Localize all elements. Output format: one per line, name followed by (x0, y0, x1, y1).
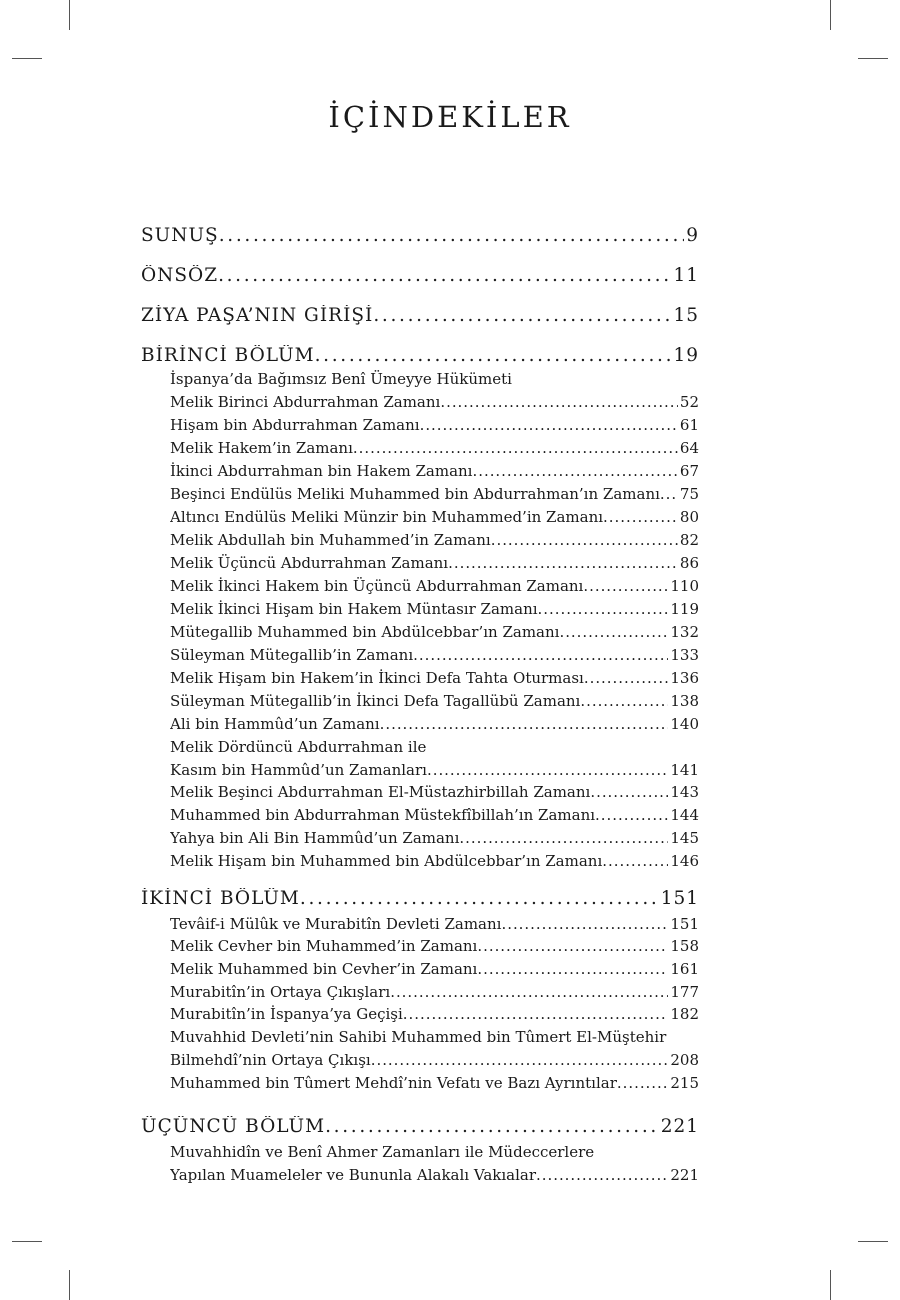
dot-leader (300, 888, 659, 909)
dot-leader (536, 1166, 668, 1184)
dot-leader (472, 462, 677, 480)
toc-section-title: ÜÇÜNCÜ BÖLÜM (141, 1116, 326, 1137)
toc-entry-title: Muhammed bin Abdurrahman Müstekfîbillah’ın Zamanı (170, 806, 596, 824)
toc-section-row (141, 1116, 699, 1137)
crop-mark-bottom-left (69, 1270, 70, 1300)
toc-entry-title: Yahya bin Ali Bin Hammûd’un Zamanı (170, 829, 460, 847)
page-number: 141 (670, 761, 699, 779)
page-number: 144 (670, 806, 699, 824)
page-number: 11 (673, 265, 699, 286)
dot-leader (353, 439, 678, 457)
toc-section-title: ZİYA PAŞA’NIN GİRİŞİ (141, 305, 374, 326)
page-number: 80 (679, 508, 699, 526)
dot-leader (459, 829, 668, 847)
toc-entry-row (170, 1074, 699, 1092)
page-number: 208 (670, 1051, 699, 1069)
toc-entry-title: Melik Hişam bin Muhammed bin Abdülcebbar’ın Zamanı (170, 852, 603, 870)
page-number: 67 (679, 462, 699, 480)
dot-leader (477, 937, 668, 955)
page-number: 177 (670, 983, 699, 1001)
toc-entry-row (170, 600, 699, 618)
toc-section-row (141, 305, 699, 326)
page-number: 221 (670, 1166, 699, 1184)
dot-leader (583, 577, 668, 595)
toc-entry-title: Melik Hakem’in Zamanı (170, 439, 353, 457)
toc-entry-row (170, 485, 699, 503)
page-number: 158 (670, 937, 699, 955)
dot-leader (371, 1051, 669, 1069)
page-number: 146 (670, 852, 699, 870)
toc-entry-title: Hişam bin Abdurrahman Zamanı (170, 416, 420, 434)
toc-entry-title: Ali bin Hammûd’un Zamanı (170, 715, 380, 733)
dot-leader (403, 1005, 669, 1023)
toc-entry-title: Melik İkinci Hakem bin Üçüncü Abdurrahman Zamanı (170, 577, 584, 595)
toc-entry-title: Melik Beşinci Abdurrahman El-Müstazhirbillah Zamanı (170, 783, 591, 801)
toc-entry-title: Melik Dördüncü Abdurrahman ile (170, 738, 427, 756)
page-number: 132 (670, 623, 699, 641)
toc-entry-title: Melik Hişam bin Hakem’in İkinci Defa Tahta Oturması (170, 669, 584, 687)
toc-section-title: İKİNCİ BÖLÜM (141, 888, 300, 909)
toc-entry-row (170, 1166, 699, 1184)
toc-entry-row (170, 738, 699, 756)
toc-entry-row (170, 1005, 699, 1023)
toc-entry-row (170, 829, 699, 847)
toc-entry-title: Muvahhid Devleti’nin Sahibi Muhammed bin Tûmert El-Müştehir (170, 1028, 667, 1046)
dot-leader (580, 692, 668, 710)
page-number: 221 (660, 1116, 699, 1137)
toc-entry-title: Murabitîn’in İspanya’ya Geçişi (170, 1005, 403, 1023)
dot-leader (325, 1116, 659, 1137)
toc-entry-row (170, 761, 699, 779)
toc-entry-row (170, 577, 699, 595)
dot-leader (315, 345, 672, 366)
toc-entry-row (170, 960, 699, 978)
page-number: 52 (679, 393, 699, 411)
toc-entry-title: Bilmehdî’nin Ortaya Çıkışı (170, 1051, 371, 1069)
crop-mark-top-right-h (858, 58, 888, 59)
toc-entry-row (170, 531, 699, 549)
toc-entry-title: İspanya’da Bağımsız Benî Ümeyye Hükümeti (170, 370, 512, 388)
toc-entry-title: Melik Üçüncü Abdurrahman Zamanı (170, 554, 449, 572)
dot-leader (390, 983, 668, 1001)
dot-leader (477, 960, 668, 978)
toc-entry-row (170, 393, 699, 411)
dot-leader (373, 305, 671, 326)
dot-leader (584, 669, 669, 687)
dot-leader (501, 915, 668, 933)
page-number: 145 (670, 829, 699, 847)
toc-entry-title: Tevâif-i Mülûk ve Murabitîn Devleti Zamanı (170, 915, 502, 933)
toc-section-title: SUNUŞ (141, 225, 219, 246)
dot-leader (603, 508, 678, 526)
dot-leader (427, 761, 668, 779)
page-number: 133 (670, 646, 699, 664)
page-title: İÇİNDEKİLER (328, 100, 572, 134)
toc-entry-title: Beşinci Endülüs Meliki Muhammed bin Abdurrahman’ın Zamanı (170, 485, 660, 503)
toc-entry-row (170, 416, 699, 434)
page-number: 119 (670, 600, 699, 618)
crop-mark-bottom-left-h (12, 1241, 42, 1242)
toc-entry-row (170, 806, 699, 824)
toc-entry-title: Melik Birinci Abdurrahman Zamanı (170, 393, 441, 411)
dot-leader (602, 852, 668, 870)
dot-leader (448, 554, 678, 572)
toc-entry-title: Yapılan Muameleler ve Bununla Alakalı Vakıalar (170, 1166, 536, 1184)
dot-leader (491, 531, 678, 549)
toc-entry-title: Melik Abdullah bin Muhammed’in Zamanı (170, 531, 491, 549)
page-number: 151 (660, 888, 699, 909)
toc-entry-row (170, 783, 699, 801)
page-number: 82 (679, 531, 699, 549)
toc-section-title: BİRİNCİ BÖLÜM (141, 345, 315, 366)
page-number: 64 (679, 439, 699, 457)
page-number: 110 (670, 577, 699, 595)
dot-leader (660, 485, 678, 503)
toc-entry-title: Muhammed bin Tûmert Mehdî’nin Vefatı ve Bazı Ayrıntılar (170, 1074, 617, 1092)
page-number: 19 (673, 345, 699, 366)
toc-entry-title: Altıncı Endülüs Meliki Münzir bin Muhammed’in Zamanı (170, 508, 604, 526)
toc-section-title: ÖNSÖZ (141, 265, 219, 286)
page-number: 151 (670, 915, 699, 933)
toc-entry-title: İkinci Abdurrahman bin Hakem Zamanı (170, 462, 473, 480)
toc-entry-title: Melik Cevher bin Muhammed’in Zamanı (170, 937, 478, 955)
crop-mark-bottom-right-h (858, 1241, 888, 1242)
toc-entry-title: Mütegallib Muhammed bin Abdülcebbar’ın Zamanı (170, 623, 560, 641)
page-number: 140 (670, 715, 699, 733)
toc-entry-row (170, 937, 699, 955)
dot-leader (413, 646, 668, 664)
toc-entry-row (170, 554, 699, 572)
toc-entry-row (170, 983, 699, 1001)
toc-entry-row (170, 439, 699, 457)
dot-leader (440, 393, 678, 411)
page-number: 9 (686, 225, 699, 246)
toc-entry-title: Murabitîn’in Ortaya Çıkışları (170, 983, 391, 1001)
toc-section-row (141, 225, 699, 246)
page-number: 75 (679, 485, 699, 503)
toc-entry-title: Kasım bin Hammûd’un Zamanları (170, 761, 427, 779)
toc-entry-row (170, 508, 699, 526)
toc-section-row (141, 888, 699, 909)
toc-section-row (141, 345, 699, 366)
toc-entry-row (170, 623, 699, 641)
crop-mark-top-right (830, 0, 831, 30)
dot-leader (420, 416, 678, 434)
dot-leader (219, 225, 685, 246)
toc-entry-row (170, 852, 699, 870)
page-number: 15 (673, 305, 699, 326)
toc-entry-row (170, 370, 699, 388)
toc-entry-row (170, 1028, 699, 1046)
page-number: 182 (670, 1005, 699, 1023)
crop-mark-top-left-h (12, 58, 42, 59)
toc-entry-title: Süleyman Mütegallib’in İkinci Defa Tagallübü Zamanı (170, 692, 581, 710)
toc-entry-title: Melik Muhammed bin Cevher’in Zamanı (170, 960, 478, 978)
page-number: 161 (670, 960, 699, 978)
toc-entry-row (170, 715, 699, 733)
dot-leader (559, 623, 668, 641)
toc-entry-title: Melik İkinci Hişam bin Hakem Müntasır Zamanı (170, 600, 538, 618)
toc-entry-row (170, 1051, 699, 1069)
toc-entry-row (170, 692, 699, 710)
toc-entry-row (170, 1143, 699, 1161)
page-number: 136 (670, 669, 699, 687)
dot-leader (538, 600, 669, 618)
toc-entry-row (170, 669, 699, 687)
toc-section-row (141, 265, 699, 286)
page-number: 86 (679, 554, 699, 572)
crop-mark-bottom-right (830, 1270, 831, 1300)
dot-leader (617, 1074, 668, 1092)
page-number: 138 (670, 692, 699, 710)
crop-mark-top-left (69, 0, 70, 30)
toc-entry-title: Muvahhidîn ve Benî Ahmer Zamanları ile Müdeccerlere (170, 1143, 595, 1161)
dot-leader (595, 806, 668, 824)
page-number: 215 (670, 1074, 699, 1092)
dot-leader (590, 783, 668, 801)
toc-entry-row (170, 915, 699, 933)
toc-entry-row (170, 462, 699, 480)
page-number: 143 (670, 783, 699, 801)
toc-entry-row (170, 646, 699, 664)
dot-leader (380, 715, 669, 733)
dot-leader (218, 265, 671, 286)
toc-entry-title: Süleyman Mütegallib’in Zamanı (170, 646, 414, 664)
page-number: 61 (679, 416, 699, 434)
